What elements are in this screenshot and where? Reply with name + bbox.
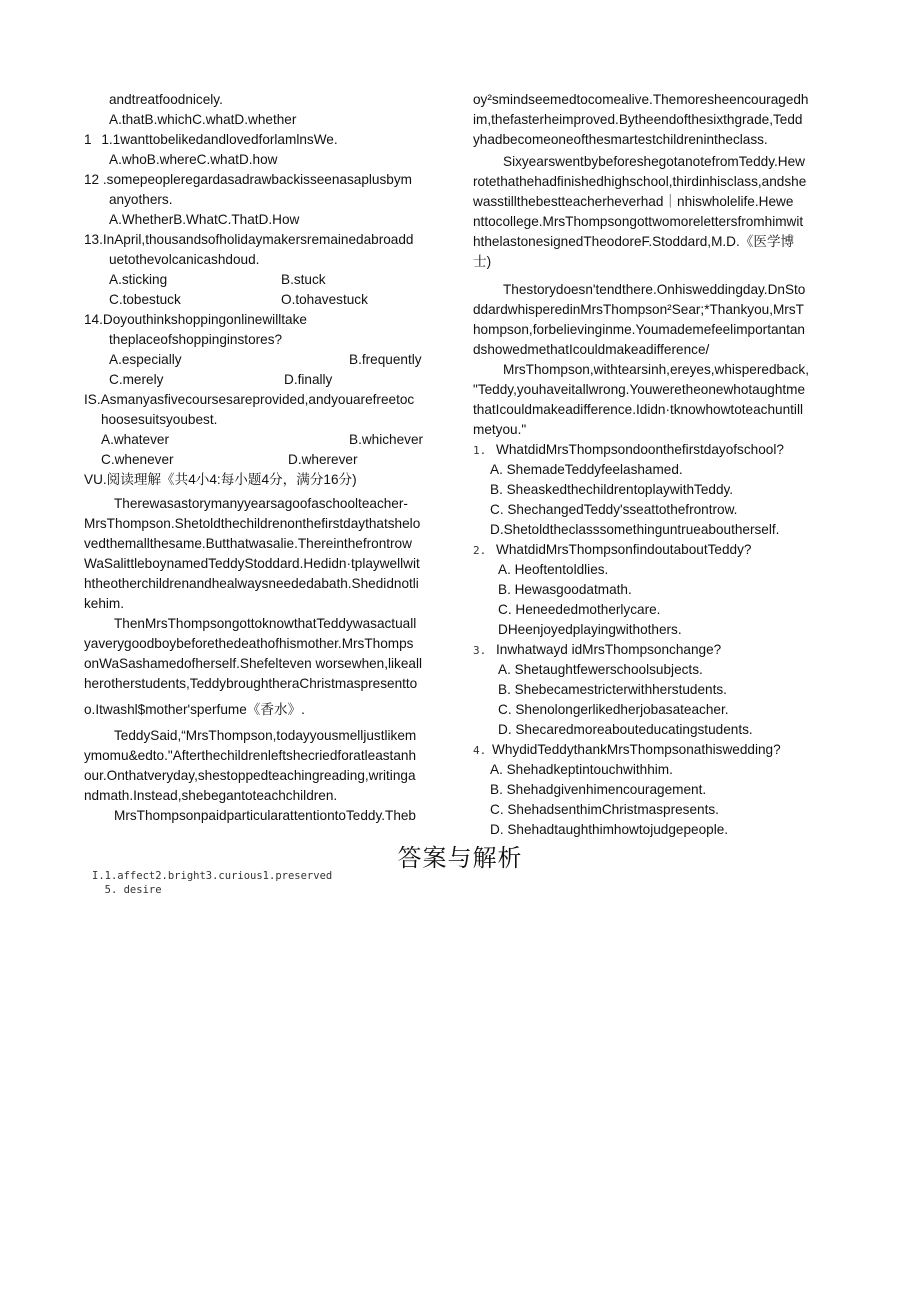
q13-option-c: C.tobestuck (109, 292, 181, 307)
question-number: 2. (473, 544, 487, 557)
question-text: WhydidTeddythankMrsThompsonathiswedding? (492, 742, 781, 757)
question-4 (473, 740, 843, 840)
q13-options-row2 (84, 290, 454, 310)
q14-option-c: C.merely (109, 372, 164, 387)
q14-options-row1 (84, 350, 454, 370)
question-stem (473, 740, 843, 760)
q11-options: A.whoB.whereC.whatD.how (109, 152, 278, 167)
q15-stem-cont: hoosesuitsyoubest. (101, 412, 218, 427)
option: C. Shenolongerlikedherjobasateacher. (498, 702, 729, 717)
passage-paragraph-4 (473, 152, 843, 272)
passage-line: SixyearswentbybeforeshegotanotefromTeddy.Hew (503, 154, 805, 169)
q15-options-row1 (84, 430, 454, 450)
option: B. SheaskedthechildrentoplaywithTeddy. (490, 482, 734, 497)
passage-paragraph-3-cont (473, 90, 843, 150)
option: B. Shehadgivenhimencouragement. (490, 782, 707, 797)
option: A. Heoftentoldlies. (498, 562, 609, 577)
passage-line: yhadbecomeoneofthesmartestchildrenintheclass. (473, 132, 768, 147)
passage-line: our.Onthatveryday,shestoppedteachingreading,writinga (84, 768, 416, 783)
passage-line: ndmath.Instead,shebegantoteachchildren. (84, 788, 338, 803)
passage-line: nttocollege.MrsThompsongottwomorelettersfromhimwit (473, 214, 804, 229)
q15-option-c: C.whenever (101, 452, 174, 467)
passage-line: thatIcouldmakeadifference.Ididn·tknowhowtoteachuntill (473, 402, 803, 417)
passage-line: o.Itwashl$mother'sperfume《香水》. (84, 702, 305, 717)
q14-stem: 14.Doyouthinkshoppingonlinewilltake (84, 312, 307, 327)
right-column (473, 90, 843, 840)
passage-line: hompson,forbelievinginme.Youmademefeelimportantan (473, 322, 805, 337)
q14-stem-cont: theplaceofshoppinginstores? (109, 332, 283, 347)
option: D.Shetoldtheclasssomethinguntrueaboutherself. (490, 522, 780, 537)
option: DHeenjoyedplayingwithothers. (498, 622, 682, 637)
passage-line: htheotherchildrenandhealwaysneededabath.Shedidnotli (84, 576, 419, 591)
question-text: WhatdidMrsThompsonfindoutaboutTeddy? (496, 542, 752, 557)
passage-line: kehim. (84, 596, 125, 611)
option: B. Shebecamestricterwithherstudents. (498, 682, 727, 697)
question-stem (473, 540, 843, 560)
option: A. Shetaughtfewerschoolsubjects. (498, 662, 703, 677)
passage-line: herotherstudents,TeddybroughtheraChristmaspresentto (84, 676, 418, 691)
q14-option-a: A.especially (109, 352, 182, 367)
passage-paragraph-3 (84, 726, 454, 826)
q13-option-a: A.sticking (109, 272, 168, 287)
passage-line: ymomu&edto."Afterthechildrenleftshecriedforatleastanh (84, 748, 417, 763)
passage-line: dshowedmethatIcouldmakeadifference/ (473, 342, 710, 357)
passage-line: MrsThompson.Shetoldthechildrenonthefirstdaythatshelo (84, 516, 421, 531)
passage-paragraph-6 (473, 360, 843, 440)
q13-stem: 13.InApril,thousandsofholidaymakersremainedabroadd (84, 232, 414, 247)
q14-options-row2 (84, 370, 454, 390)
passage-line: metyou." (473, 422, 527, 437)
q13-options-row1 (84, 270, 454, 290)
answer-line-1: I.1.affect2.bright3.curious1.preserved (92, 870, 333, 882)
q13-option-d: O.tohavestuck (281, 292, 368, 307)
option: A. ShemadeTeddyfeelashamed. (490, 462, 683, 477)
question-number: 4. (473, 744, 487, 757)
q14-option-d: D.finally (284, 372, 333, 387)
passage-paragraph-5 (473, 280, 843, 360)
question-text: Inwhatwayd idMrsThompsonchange? (496, 642, 722, 657)
passage-line: Thestorydoesn'tendthere.Onhisweddingday.DnSto (503, 282, 806, 297)
passage-line: MrsThompsonpaidparticularattentiontoTeddy.Theb (114, 808, 416, 823)
answers-title: 答案与解析 (397, 844, 523, 872)
passage-paragraph-1 (84, 494, 454, 614)
q15-options-row2 (84, 450, 454, 470)
passage-line: MrsThompson,withtearsinh,ereyes,whisperedback, (503, 362, 809, 377)
q12-options: A.WhetherB.WhatC.ThatD.How (109, 212, 300, 227)
question-number: 3. (473, 644, 487, 657)
passage-line: ThenMrsThompsongottoknowthatTeddywasactuall (114, 616, 417, 631)
question-3 (473, 640, 843, 740)
option: C. Heneededmotherlycare. (498, 602, 661, 617)
option: A. Shehadkeptintouchwithhim. (490, 762, 673, 777)
passage-line: TeddySaid,“MrsThompson,todayyousmelljustlikem (114, 728, 417, 743)
q15-stem: IS.Asmanyasfivecoursesareprovided,andyouarefreetoc (84, 392, 415, 407)
q13-option-b: B.stuck (281, 272, 326, 287)
q12-stem: 12 .somepeopleregardasadrawbackisseenasaplusbym (84, 172, 412, 187)
q13-stem-cont: uetothevolcanicashdoud. (109, 252, 260, 267)
q11-stem (84, 130, 454, 150)
passage-line: ddardwhisperedinMrsThompson²Sear;*Thankyou,MrsT (473, 302, 804, 317)
passage-line: Therewasastorymanyyearsagoofaschoolteacher- (114, 496, 408, 511)
passage-line: "Teddy,youhaveitallwrong.Youweretheonewhotaughtme (473, 382, 806, 397)
section-heading: VU.阅读理解《共4小4:每小题4分，满分16分) (84, 472, 357, 487)
q15-option-a: A.whatever (101, 432, 170, 447)
question-text: WhatdidMrsThompsondoonthefirstdayofschool? (496, 442, 784, 457)
passage-line: rotethathehadfinishedhighschool,thirdinhisclass,andshe (473, 174, 807, 189)
q15-option-b: B.whichever (349, 432, 424, 447)
question-1 (473, 440, 843, 540)
passage-line: vedthemallthesame.Butthatwasalie.Thereinthefrontrow (84, 536, 412, 551)
passage-line: onWaSashamedofherself.Shefelteven worsewhen,likeall (84, 656, 423, 671)
option: C. ShehadsenthimChristmaspresents. (490, 802, 719, 817)
option: D. Shecaredmoreabouteducatingstudents. (498, 722, 753, 737)
question-stem (473, 440, 843, 460)
q10-stem-tail: andtreatfoodnicely. (109, 92, 223, 107)
option: D. Shehadtaughthimhowtojudgepeople. (490, 822, 729, 837)
passage-line: yaverygoodboybeforethedeathofhismother.MrsThomps (84, 636, 414, 651)
q10-options: A.thatB.whichC.whatD.whether (109, 112, 297, 127)
passage-line: im,thefasterheimproved.Bytheendofthesixthgrade,Tedd (473, 112, 803, 127)
passage-line: WaSalittleboynamedTeddyStoddard.Hedidn·tplaywellwit (84, 556, 420, 571)
option: B. Hewasgoodatmath. (498, 582, 632, 597)
q11-text: 1.1wanttobelikedandlovedforlamlnsWe. (101, 132, 338, 147)
q14-option-b: B.frequently (349, 352, 422, 367)
passage-line: hthelastonesignedTheodoreF.Stoddard,M.D.《医学博 (473, 234, 795, 249)
q12-stem-cont: anyothers. (109, 192, 173, 207)
left-column (84, 90, 454, 826)
option: C. ShechangedTeddy'sseattothefrontrow. (490, 502, 738, 517)
q11-number: 1 (84, 132, 92, 147)
passage-paragraph-2 (84, 614, 454, 720)
question-stem (473, 640, 843, 660)
passage-line: wasstillthebestteacherheverhad｜nhiswholelife.Hewe (473, 194, 794, 209)
passage-line: 士) (473, 254, 492, 269)
answer-line-2: 5. desire (92, 884, 162, 896)
q15-option-d: D.wherever (288, 452, 358, 467)
question-number: 1. (473, 444, 487, 457)
passage-line: oy²smindseemedtocomealive.Themoresheencouragedh (473, 92, 809, 107)
question-2 (473, 540, 843, 640)
